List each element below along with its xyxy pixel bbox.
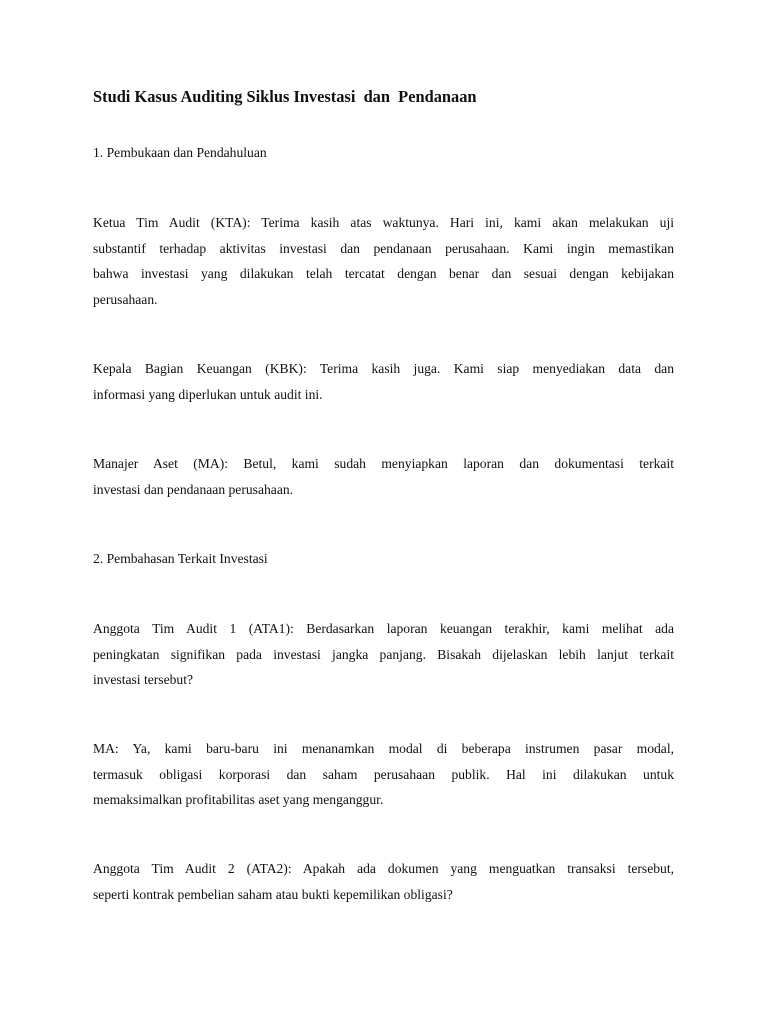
paragraph-line: peningkatan signifikan pada investasi jangka panjang. Bisakah dijelaskan lebih lanjut terkait — [93, 646, 674, 662]
paragraph-line: perusahaan. — [93, 291, 158, 307]
paragraph-line: Manajer Aset (MA): Betul, kami sudah menyiapkan laporan dan dokumentasi terkait — [93, 456, 674, 471]
paragraph-kbk — [93, 356, 674, 407]
paragraph-ma-1 — [93, 451, 674, 502]
paragraph-line: Kepala Bagian Keuangan (KBK): Terima kasih juga. Kami siap menyediakan data dan — [93, 361, 674, 376]
section-heading-pembukaan: 1. Pembukaan dan Pendahuluan — [93, 145, 267, 160]
paragraph-line: Anggota Tim Audit 2 (ATA2): Apakah ada dokumen yang menguatkan transaksi tersebut, — [93, 861, 674, 876]
section-heading-investasi: 2. Pembahasan Terkait Investasi — [93, 551, 268, 566]
paragraph-line: termasuk obligasi korporasi dan saham perusahaan publik. Hal ini dilakukan untuk — [93, 766, 674, 782]
paragraph-ata2 — [93, 856, 674, 907]
paragraph-line: informasi yang diperlukan untuk audit ini. — [93, 386, 323, 402]
paragraph-ma-2 — [93, 736, 674, 813]
paragraph-line: memaksimalkan profitabilitas aset yang menganggur. — [93, 792, 384, 807]
paragraph-line: substantif terhadap aktivitas investasi dan pendanaan perusahaan. Kami ingin memastikan — [93, 240, 674, 256]
paragraph-line: Ketua Tim Audit (KTA): Terima kasih atas waktunya. Hari ini, kami akan melakukan uji — [93, 215, 674, 230]
paragraph-line: bahwa investasi yang dilakukan telah tercatat dengan benar dan sesuai dengan kebijakan — [93, 266, 674, 281]
paragraph-line: investasi tersebut? — [93, 672, 194, 687]
paragraph-line: Anggota Tim Audit 1 (ATA1): Berdasarkan laporan keuangan terakhir, kami melihat ada — [93, 621, 674, 636]
paragraph-line: seperti kontrak pembelian saham atau bukti kepemilikan obligasi? — [93, 886, 453, 902]
paragraph-line: investasi dan pendanaan perusahaan. — [93, 481, 294, 497]
paragraph-kta — [93, 210, 674, 312]
paragraph-line: MA: Ya, kami baru-baru ini menanamkan modal di beberapa instrumen pasar modal, — [93, 741, 674, 756]
document-title: Studi Kasus Auditing Siklus Investasi dan Pendanaan — [93, 87, 477, 106]
paragraph-ata1 — [93, 616, 674, 693]
